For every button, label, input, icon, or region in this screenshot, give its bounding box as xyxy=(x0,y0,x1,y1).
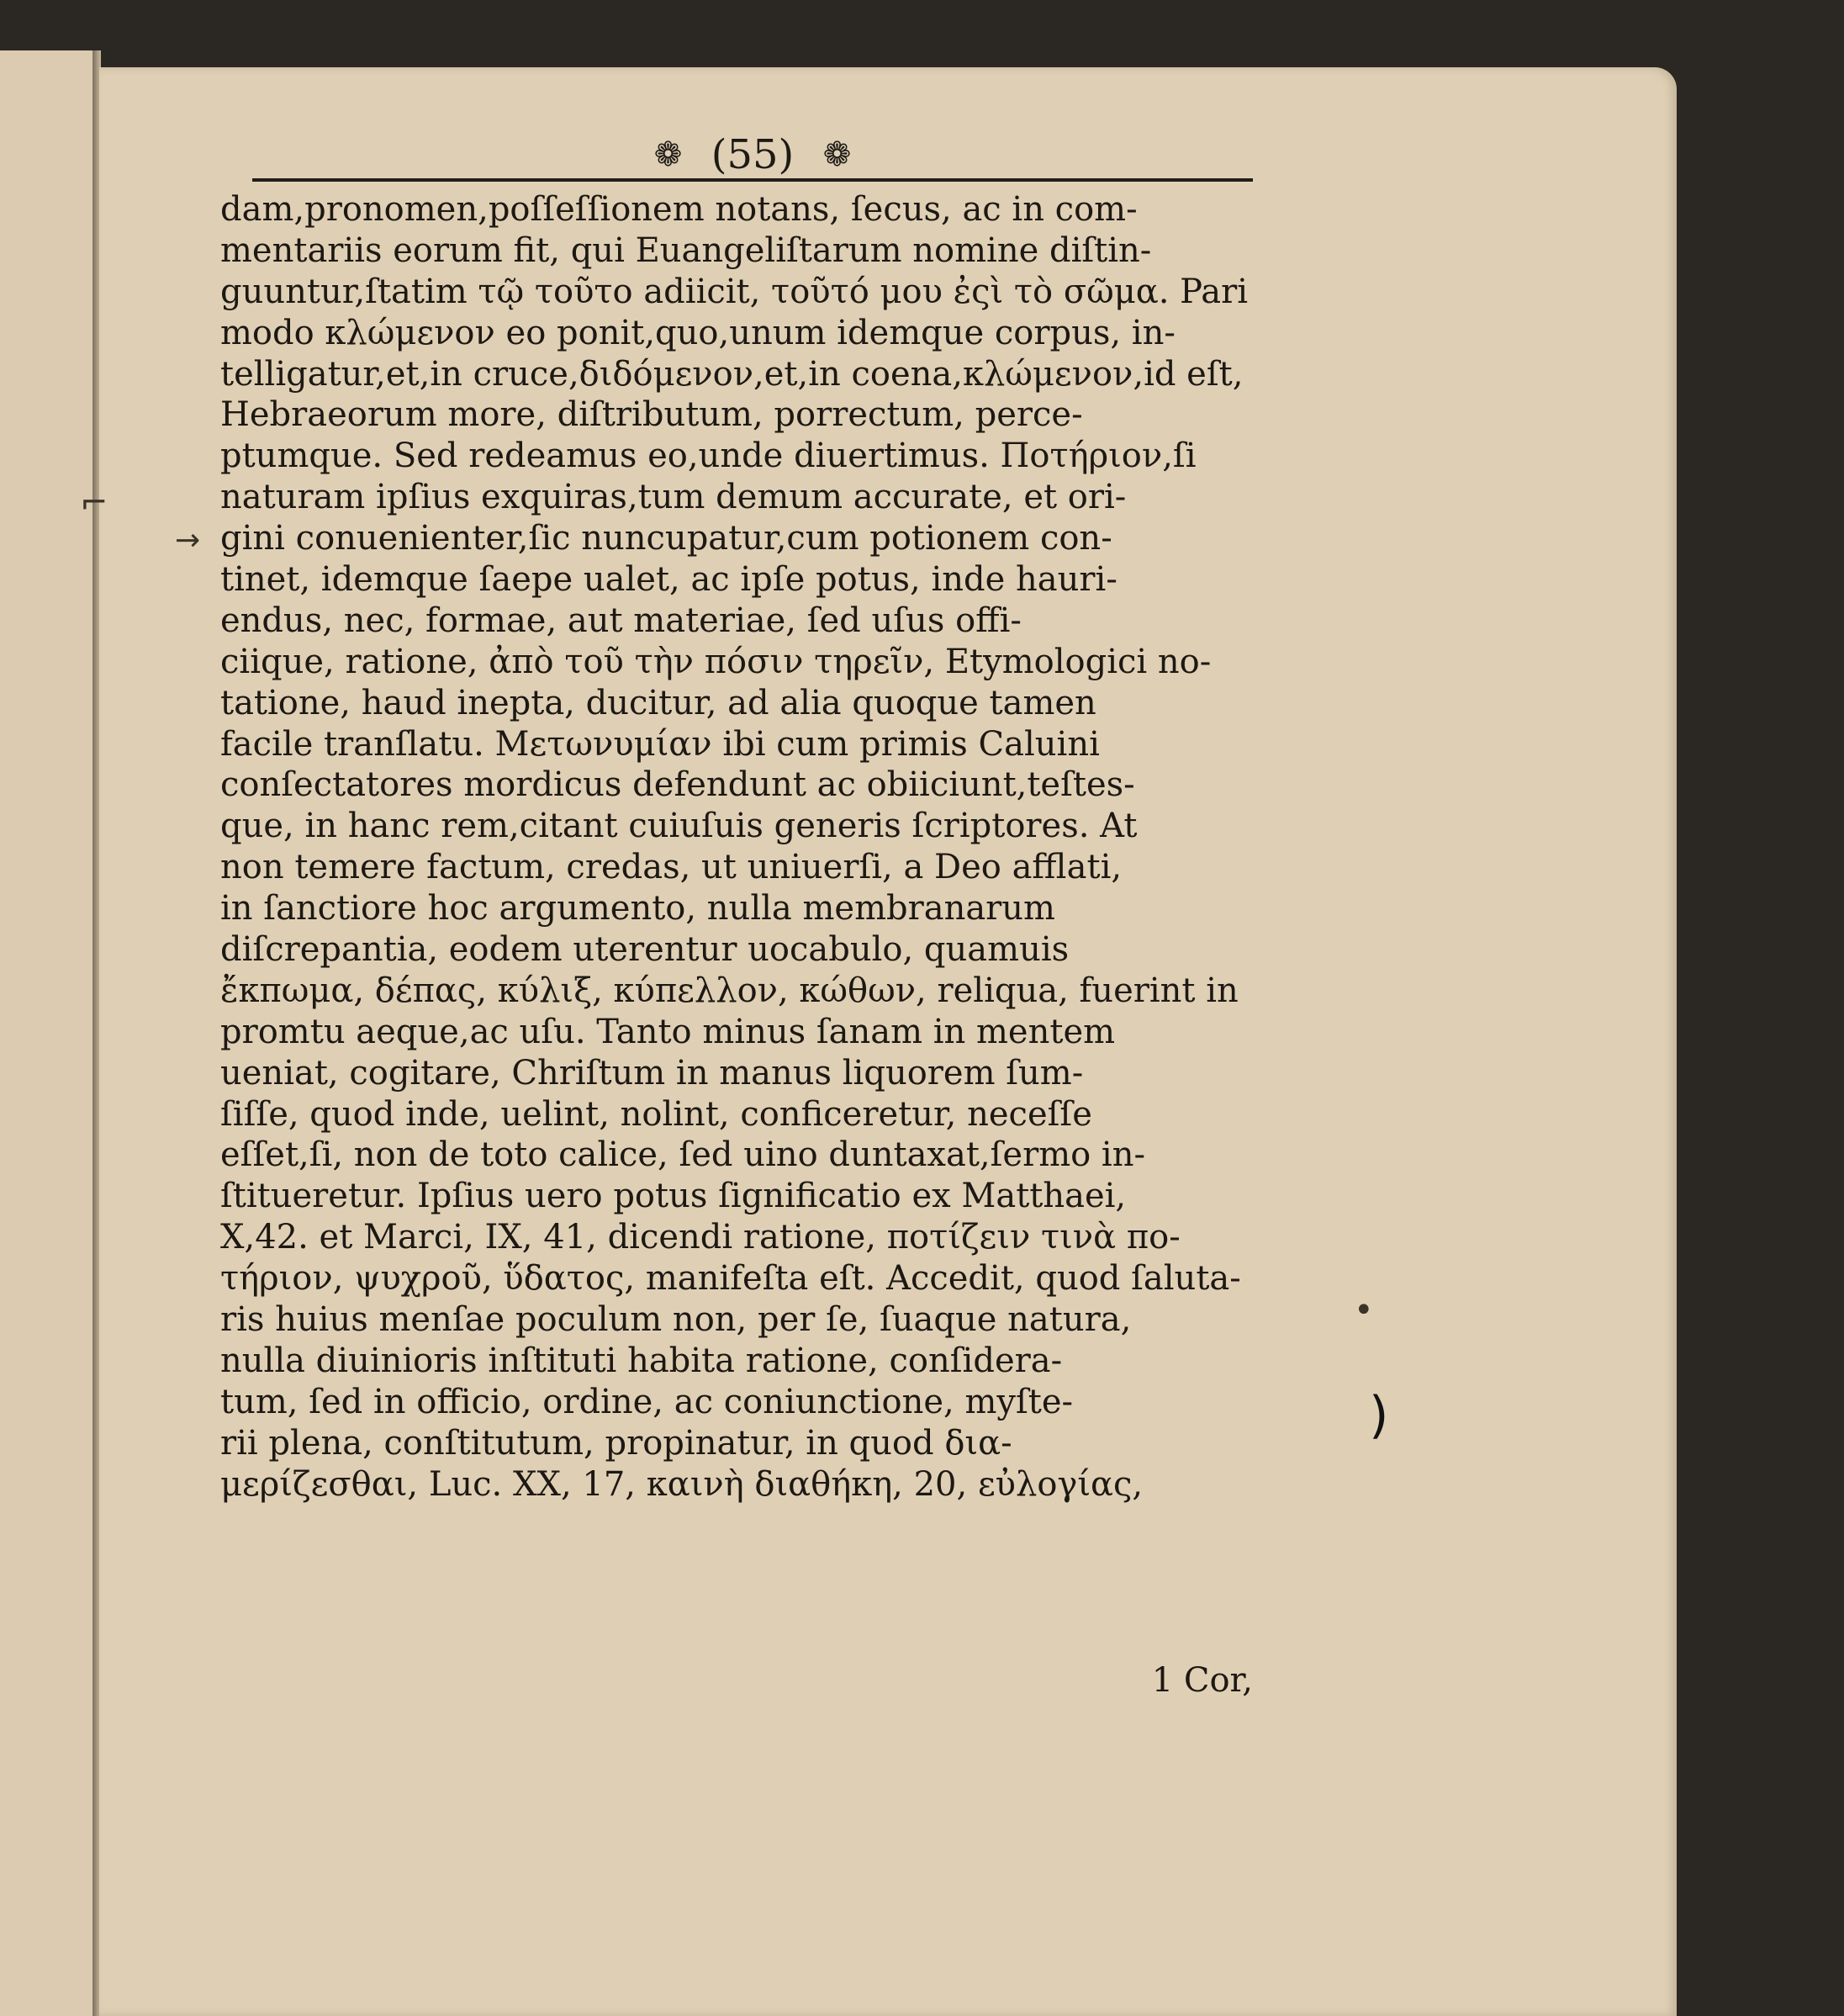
text-line: nulla diuinioris inſtituti habita ratione, conſidera- xyxy=(220,1341,1063,1380)
text-line: telligatur,et,in cruce,διδόμενον,et,in coena,κλώμενον,id eſt, xyxy=(220,354,1244,394)
text-line: ciique, ratione, ἀπὸ τοῦ τὴν πόσιν τηρεῖν, Etymologici no- xyxy=(220,642,1212,681)
left-page-edge xyxy=(0,50,96,2016)
text-line: promtu aeque,ac uſu. Tanto minus ſanam in mentem xyxy=(220,1012,1116,1051)
text-line: tum, ſed in officio, ordine, ac coniunctione, myſte- xyxy=(220,1382,1074,1421)
text-line: naturam ipſius exquiras,tum demum accurate, et ori- xyxy=(220,478,1127,517)
catchword: 1 Cor, xyxy=(1151,1661,1253,1700)
text-line: ueniat, cogitare, Chriſtum in manus liquorem ſum- xyxy=(220,1053,1084,1093)
page-number: (55) xyxy=(711,130,795,178)
margin-dash-mark: ⌐ xyxy=(80,484,108,522)
text-line: ſiſſe, quod inde, uelint, nolint, conficeretur, neceſſe xyxy=(220,1094,1092,1134)
text-line: non temere factum, credas, ut uniuerſi, a Deo afflati, xyxy=(220,848,1123,887)
text-line: mentariis eorum fit, qui Euangeliſtarum nomine diſtin- xyxy=(220,230,1152,270)
text-line: in ſanctiore hoc argumento, nulla membranarum xyxy=(220,889,1055,929)
text-line: dam,pronomen,poſſeſſionem notans, ſecus, ac in com- xyxy=(220,190,1138,229)
text-line: gini conuenienter,ſic nuncupatur,cum potionem con- xyxy=(220,519,1112,558)
text-line: modo κλώμενον eo ponit,quo,unum idemque corpus, in- xyxy=(220,313,1176,352)
margin-arrow-mark: → xyxy=(175,523,201,558)
text-line: ptumque. Sed redeamus eo,unde diuertimus. Ποτήριον,ſi xyxy=(220,437,1197,476)
running-head xyxy=(252,128,1253,178)
text-line: rii plena, conſtitutum, propinatur, in quod δια- xyxy=(220,1423,1012,1463)
header-rule xyxy=(252,178,1253,182)
text-line: conſectatores mordicus defendunt ac obiiciunt,teſtes- xyxy=(220,765,1135,805)
margin-bracket-mark: ) xyxy=(1369,1386,1389,1445)
text-line: τήριον, ψυχροῦ, ὕδατος, manifeſta eſt. Accedit, quod ſaluta- xyxy=(220,1259,1241,1299)
text-line: ris huius menſae poculum non, per ſe, ſuaque natura, xyxy=(220,1300,1132,1340)
text-line: Hebraeorum more, diſtributum, porrectum, perce- xyxy=(220,395,1083,435)
text-line: μερίζεσθαι, Luc. XX, 17, καινὴ διαθήκη, 20, εὐλογίας, xyxy=(220,1464,1144,1504)
text-line: tinet, idemque ſaepe ualet, ac ipſe potus, inde hauri- xyxy=(220,560,1117,600)
text-line: que, in hanc rem,citant cuiuſuis generis ſcriptores. At xyxy=(220,807,1138,846)
text-line: tatione, haud inepta, ducitur, ad alia quoque tamen xyxy=(220,683,1096,722)
margin-dot-mark: • xyxy=(1354,1291,1374,1330)
ornament-left-icon: ❁ xyxy=(653,135,683,174)
text-line: diſcrepantia, eodem uterentur uocabulo, quamuis xyxy=(220,930,1070,970)
text-line: ſtitueretur. Ipſius uero potus ſignificatio ex Matthaei, xyxy=(220,1177,1127,1216)
body-text xyxy=(220,189,1263,1505)
text-line: endus, nec, formae, aut materiae, ſed uſus offi- xyxy=(220,601,1022,640)
ornament-right-icon: ❁ xyxy=(822,135,852,174)
text-line: X,42. et Marci, IX, 41, dicendi ratione, ποτίζειν τινὰ πο- xyxy=(220,1218,1181,1257)
text-line: guuntur,ſtatim τῷ τοῦτο adiicit, τοῦτό μου ἐςὶ τὸ σῶμα. Pari xyxy=(220,272,1249,311)
text-line: ἔκπωμα, δέπας, κύλιξ, κύπελλον, κώθων, reliqua, fuerint in xyxy=(220,971,1239,1010)
text-line: eſſet,ſi, non de toto calice, ſed uino duntaxat,ſermo in- xyxy=(220,1135,1145,1175)
text-line: facile tranſlatu. Μετωνυμίαν ibi cum primis Caluini xyxy=(220,724,1100,764)
